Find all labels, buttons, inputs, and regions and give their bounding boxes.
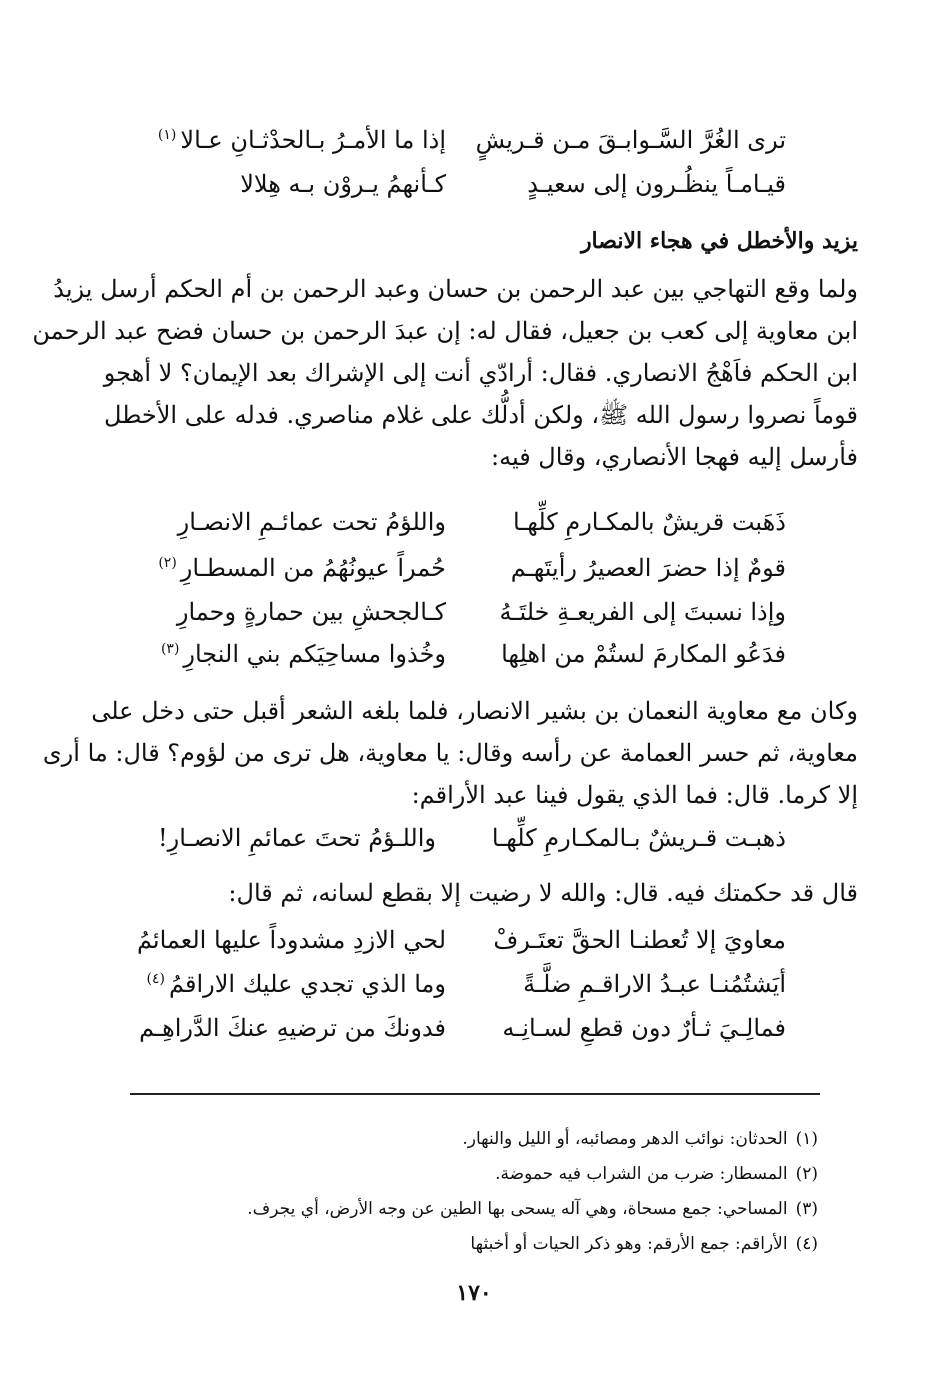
footnotes <box>128 1122 818 1262</box>
verse-first-hemistich: ذَهَبت قريشٌ بالمكـارمِ كلِّهـا <box>512 508 786 536</box>
verse-line <box>106 118 786 162</box>
paragraph <box>32 268 858 478</box>
paragraph-line: ابن معاوية إلى كعب بن جعيل، فقال له: إن عبدَ الرحمن بن حسان فضح عبد الرحمن <box>32 317 858 345</box>
paragraph <box>42 690 858 816</box>
footnote-number: (١) <box>795 1129 818 1149</box>
paragraph <box>98 872 858 914</box>
footnote-number: (٤) <box>795 1234 818 1254</box>
footnote-item <box>128 1227 818 1262</box>
footnote-number: (٣) <box>795 1199 818 1219</box>
verse-second-hemistich: واللـؤمُ تحتَ عمائمِ الانصـارِ! <box>157 824 436 852</box>
verse-first-hemistich: أيَشتُمُنـا عبـدُ الاراقـمِ ضلَّـةً <box>523 970 786 998</box>
verse-line <box>106 918 786 962</box>
footnote-separator <box>130 1093 820 1095</box>
paragraph-line: ولما وقع التهاجي بين عبد الرحمن بن حسان وعبد الرحمن بن أم الحكم أرسل يزيدُ <box>53 275 858 303</box>
verse-first-hemistich: ذهبـت قـريشٌ بـالمكـارمِ كلِّهـا <box>491 824 786 852</box>
footnote-text: المسطار: ضرب من الشراب فيه حموضة. <box>495 1164 788 1184</box>
verse-first-hemistich: فدَعُو المكارمَ لستُمْ من اهلِها <box>501 640 786 668</box>
verse-second-hemistich <box>106 126 446 154</box>
verse-line <box>106 962 786 1006</box>
verse-line <box>106 162 786 206</box>
footnote-marker: (٢) <box>158 555 177 571</box>
paragraph-line: ابن الحكم فاَهْجُ الانصاري. فقال: أرادّي أنت إلى الإشراك بعد الإيمان؟ لا أهجو <box>103 359 858 387</box>
footnote-text: الحدثان: نوائب الدهر ومصائبه، أو الليل والنهار. <box>462 1129 788 1149</box>
verse-first-hemistich: قيـامـاً ينظُـرون إلى سعيـدٍ <box>527 170 786 198</box>
footnote-text: الأراقم: جمع الأرقم: وهو ذكر الحيات أو أخبثها <box>470 1234 788 1254</box>
paragraph-line: إلا كرما. قال: فما الذي يقول فينا عبد الأراقم: <box>411 781 858 809</box>
verse-first-hemistich: قومٌ إذا حضرَ العصيرُ رأيتَهـم <box>510 554 786 582</box>
verse-second-hemistich <box>106 640 446 668</box>
verse-line <box>106 500 786 544</box>
verse-line <box>106 632 786 676</box>
verse-second-hemistich: لحي الازدِ مشدوداً عليها العمائمُ <box>136 926 446 954</box>
verse-first-hemistich: وإذا نسبتَ إلى الفريعـةِ خلتَـهُ <box>499 598 786 626</box>
verse-line <box>106 1006 786 1050</box>
footnote-item <box>128 1122 818 1157</box>
verse-second-text: إذا ما الأمـرُ بـالحدْثـانِ عـالا <box>180 126 446 154</box>
section-heading: يزيد والأخطل في هجاء الانصار <box>580 228 858 254</box>
footnote-text: المساحي: جمع مسحاة، وهي آله يسحى بها الطين عن وجه الأرض، أي يجرف. <box>247 1199 788 1219</box>
footnote-item <box>128 1157 818 1192</box>
verse-line <box>106 546 786 590</box>
verse-second-text: وخُذوا مساحِيَكم بني النجارِ <box>183 640 446 668</box>
footnote-item <box>128 1192 818 1227</box>
verse-first-hemistich: ترى الغُرَّ السَّـوابـقَ مـن قـريشٍ <box>475 126 786 154</box>
verse-second-hemistich: كـأنهمُ يـروْن بـه هِلالا <box>240 170 446 198</box>
footnote-marker: (١) <box>157 127 177 143</box>
footnote-marker: (٤) <box>146 971 166 987</box>
footnote-marker: (٣) <box>160 641 180 657</box>
paragraph-line: وكان مع معاوية النعمان بن بشير الانصار، فلما بلغه الشعر أقبل حتى دخل على <box>91 697 858 725</box>
verse-second-text: وما الذي تجدي عليك الاراقمُ <box>169 970 446 998</box>
paragraph-line: معاوية، ثم حسر العمامة عن رأسه وقال: يا معاوية، هل ترى من لؤوم؟ قال: ما أرى <box>42 739 858 767</box>
verse-second-hemistich: واللؤمُ تحت عمائـمِ الانصـارِ <box>177 508 446 536</box>
verse-line <box>106 590 786 634</box>
verse-line <box>96 816 786 860</box>
paragraph-line: فأرسل إليه فهجا الأنصاري، وقال فيه: <box>491 443 858 471</box>
verse-second-hemistich <box>106 554 446 582</box>
footnote-number: (٢) <box>795 1164 818 1184</box>
verse-second-hemistich: كـالجحشِ بين حمارةٍ وحمارِ <box>176 598 446 626</box>
verse-first-hemistich: معاويَ إلا تُعطنـا الحقَّ تعتَـرفْ <box>493 926 786 954</box>
verse-second-text: حُمراً عيونُهُمُ من المسطـارِ <box>180 554 446 582</box>
page-number: ١٧٠ <box>456 1280 492 1306</box>
verse-second-hemistich: فدونكَ من ترضيهِ عنكَ الدَّراهِـم <box>139 1014 446 1042</box>
verse-second-hemistich <box>106 970 446 998</box>
paragraph-line: قال قد حكمتك فيه. قال: والله لا رضيت إلا بقطع لسانه، ثم قال: <box>228 879 858 907</box>
verse-first-hemistich: فمالِـيَ ثـأرٌ دون قطعِ لسـانِـه <box>502 1014 786 1042</box>
paragraph-line: قوماً نصروا رسول الله ﷺ، ولكن أدلُّك على غلام مناصري. فدله على الأخطل <box>104 401 858 429</box>
